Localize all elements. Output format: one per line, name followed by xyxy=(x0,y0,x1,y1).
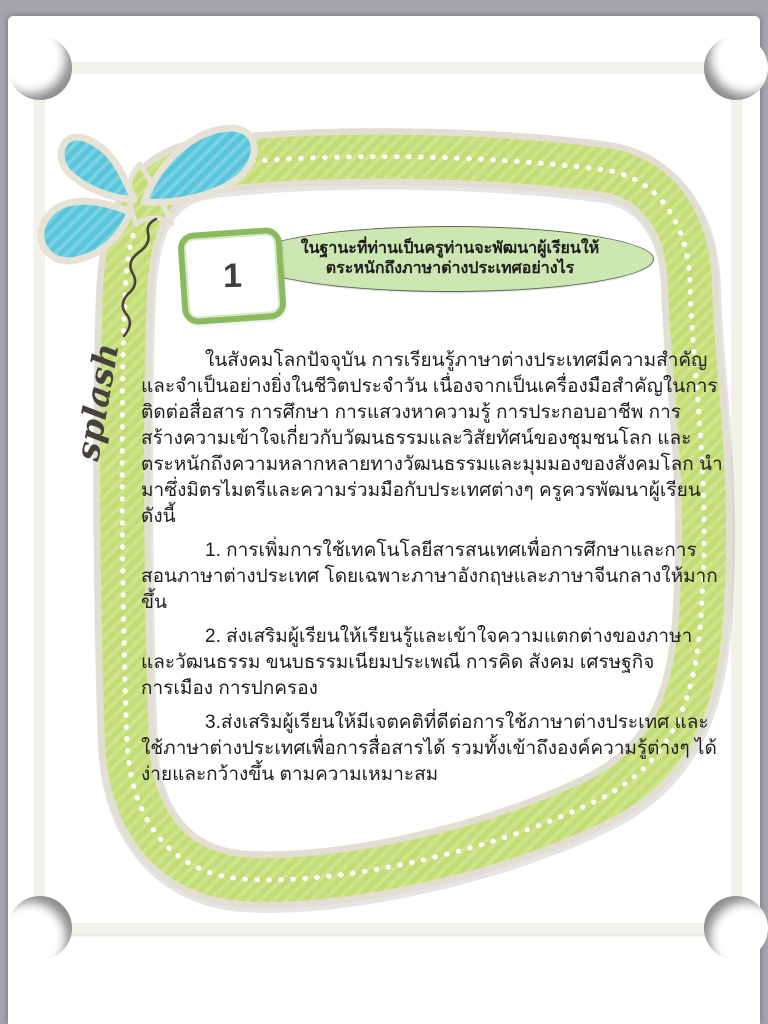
intro-line: ติดต่อสื่อสาร การศึกษา การแสวงหาความรู้ การประกอบอาชีพ การ xyxy=(141,402,681,423)
item-line: ง่ายและกว้างขึ้น ตามความเหมาะสม xyxy=(141,764,439,785)
list-item-1 xyxy=(141,538,718,616)
item-line: 3.ส่งเสริมผู้เรียนให้มีเจตคติที่ดีต่อการใช้ภาษาต่างประเทศ และ xyxy=(205,712,709,733)
intro-line: ตระหนักถึงความหลากหลายทางวัฒนธรรมและมุมมองของสังคมโลก นำ xyxy=(141,454,723,475)
intro-line: ในสังคมโลกปัจจุบัน การเรียนรู้ภาษาต่างประเทศมีความสำคัญ xyxy=(205,350,708,371)
intro-line: มาซึ่งมิตรไมตรีและความร่วมมือกับประเทศต่างๆ ครูควรพัฒนาผู้เรียน xyxy=(141,480,701,501)
intro-paragraph xyxy=(141,348,723,530)
item-line: การเมือง การปกครอง xyxy=(141,678,318,699)
intro-line: และจำเป็นอย่างยิ่งในชีวิตประจำวัน เนื่องจากเป็นเครื่องมือสำคัญในการ xyxy=(141,376,718,397)
splash-script-label: splash xyxy=(67,340,127,464)
body-text xyxy=(141,348,723,796)
item-line: 2. ส่งเสริมผู้เรียนให้เรียนรู้และเข้าใจความแตกต่างของภาษา xyxy=(205,626,693,647)
item-line: สอนภาษาต่างประเทศ โดยเฉพาะภาษาอังกฤษและภาษาจีนกลางให้มาก xyxy=(141,566,718,587)
page-number: 1 xyxy=(222,256,242,295)
list-item-2 xyxy=(141,624,693,702)
question-line-2: ตระหนักถึงภาษาต่างประเทศอย่างไร xyxy=(325,260,575,277)
intro-line: ดังนี้ xyxy=(141,506,176,527)
item-line: และวัฒนธรรม ขนบธรรมเนียมประเพณี การคิด สังคม เศรษฐกิจ xyxy=(141,652,655,673)
question-bubble xyxy=(246,226,654,292)
question-line-1: ในฐานะที่ท่านเป็นครูท่านจะพัฒนาผู้เรียนให้ xyxy=(300,240,600,257)
list-item-3 xyxy=(141,710,717,788)
item-line: ใช้ภาษาต่างประเทศเพื่อการสื่อสารได้ รวมทั้งเข้าถึงองค์ความรู้ต่างๆ ได้ xyxy=(141,738,717,759)
intro-line: สร้างความเข้าใจเกี่ยวกับวัฒนธรรมและวิสัยทัศน์ของชุมชนโลก และ xyxy=(141,428,692,449)
paper-sheet xyxy=(8,16,760,1024)
page-number-badge xyxy=(177,226,287,325)
item-line: 1. การเพิ่มการใช้เทคโนโลยีสารสนเทศเพื่อการศึกษาและการ xyxy=(205,540,697,561)
item-line: ขึ้น xyxy=(141,592,167,613)
